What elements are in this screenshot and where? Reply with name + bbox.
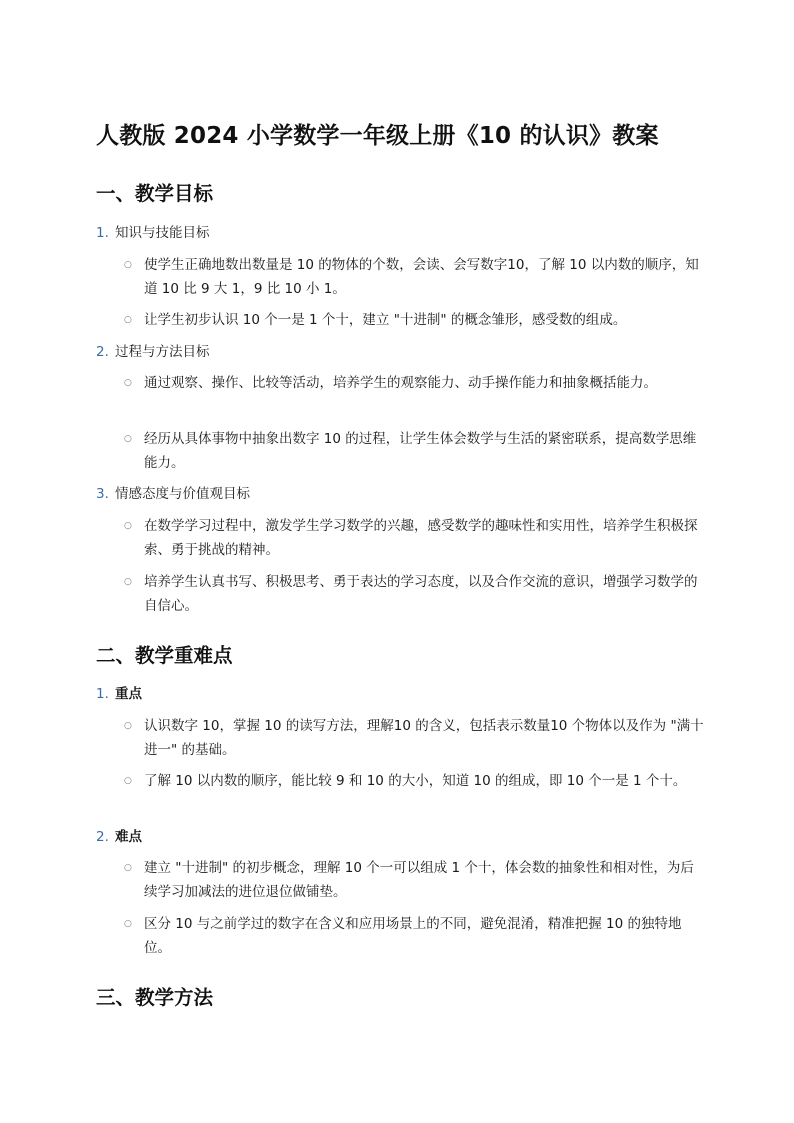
list-number: 2. xyxy=(96,344,109,360)
bullet-item xyxy=(124,856,706,904)
bullet-text: 培养学生认真书写、积极思考、勇于表达的学习态度，以及合作交流的意识，增强学习数学的自信心。 xyxy=(144,574,698,614)
section-heading-teaching-methods: 三、教学方法 xyxy=(96,986,214,1009)
list-number: 1. xyxy=(96,686,109,702)
bullet-circle-icon: ○ xyxy=(124,378,132,388)
list-label: 重点 xyxy=(115,686,142,702)
bullet-circle-icon: ○ xyxy=(124,776,132,786)
list-number: 3. xyxy=(96,486,109,502)
bullet-text: 认识数字 10，掌握 10 的读写方法，理解10 的含义，包括表示数量10 个物体以及作为 "满十进一" 的基础。 xyxy=(144,718,704,758)
list-number: 1. xyxy=(96,225,109,241)
bullet-item xyxy=(124,570,706,618)
bullet-circle-icon: ○ xyxy=(124,315,132,325)
bullet-circle-icon: ○ xyxy=(124,434,132,444)
bullet-circle-icon: ○ xyxy=(124,919,132,929)
list-item-attitude-values xyxy=(96,484,250,504)
list-item-process-methods xyxy=(96,342,210,362)
bullet-circle-icon: ○ xyxy=(124,721,132,731)
bullet-text: 使学生正确地数出数量是 10 的物体的个数，会读、会写数字10，了解 10 以内数的顺序，知道 10 比 9 大 1，9 比 10 小 1。 xyxy=(144,257,699,297)
list-item-knowledge-skills xyxy=(96,223,210,243)
bullet-item xyxy=(124,253,706,301)
section-heading-teaching-goals: 一、教学目标 xyxy=(96,182,214,205)
bullet-text: 在数学学习过程中，激发学生学习数学的兴趣，感受数学的趣味性和实用性，培养学生积极探索、勇于挑战的精神。 xyxy=(144,518,698,558)
list-label: 知识与技能目标 xyxy=(115,225,210,241)
bullet-circle-icon: ○ xyxy=(124,577,132,587)
bullet-text: 了解 10 以内数的顺序，能比较 9 和 10 的大小，知道 10 的组成，即 10 个一是 1 个十。 xyxy=(144,773,687,789)
list-item-key-points xyxy=(96,684,142,704)
bullet-text: 建立 "十进制" 的初步概念，理解 10 个一可以组成 1 个十，体会数的抽象性和相对性，为后续学习加减法的进位退位做铺垫。 xyxy=(144,860,694,900)
bullet-item xyxy=(124,769,706,793)
bullet-circle-icon: ○ xyxy=(124,863,132,873)
bullet-circle-icon: ○ xyxy=(124,260,132,270)
bullet-item xyxy=(124,714,706,762)
document-title: 人教版 2024 小学数学一年级上册《10 的认识》教案 xyxy=(96,123,659,149)
bullet-item xyxy=(124,371,706,395)
bullet-item xyxy=(124,427,706,475)
bullet-text: 通过观察、操作、比较等活动，培养学生的观察能力、动手操作能力和抽象概括能力。 xyxy=(144,375,657,391)
list-item-difficulties xyxy=(96,827,142,847)
bullet-item xyxy=(124,912,706,960)
list-label: 情感态度与价值观目标 xyxy=(115,486,250,502)
bullet-text: 让学生初步认识 10 个一是 1 个十，建立 "十进制" 的概念雏形，感受数的组成。 xyxy=(144,312,627,328)
section-heading-key-difficulties: 二、教学重难点 xyxy=(96,644,233,667)
bullet-item xyxy=(124,308,706,332)
list-number: 2. xyxy=(96,829,109,845)
bullet-item xyxy=(124,514,706,562)
list-label: 过程与方法目标 xyxy=(115,344,210,360)
bullet-circle-icon: ○ xyxy=(124,521,132,531)
bullet-text: 区分 10 与之前学过的数字在含义和应用场景上的不同，避免混淆，精准把握 10 的独特地位。 xyxy=(144,916,682,956)
bullet-text: 经历从具体事物中抽象出数字 10 的过程，让学生体会数学与生活的紧密联系，提高数学思维能力。 xyxy=(144,431,697,471)
list-label: 难点 xyxy=(115,829,142,845)
